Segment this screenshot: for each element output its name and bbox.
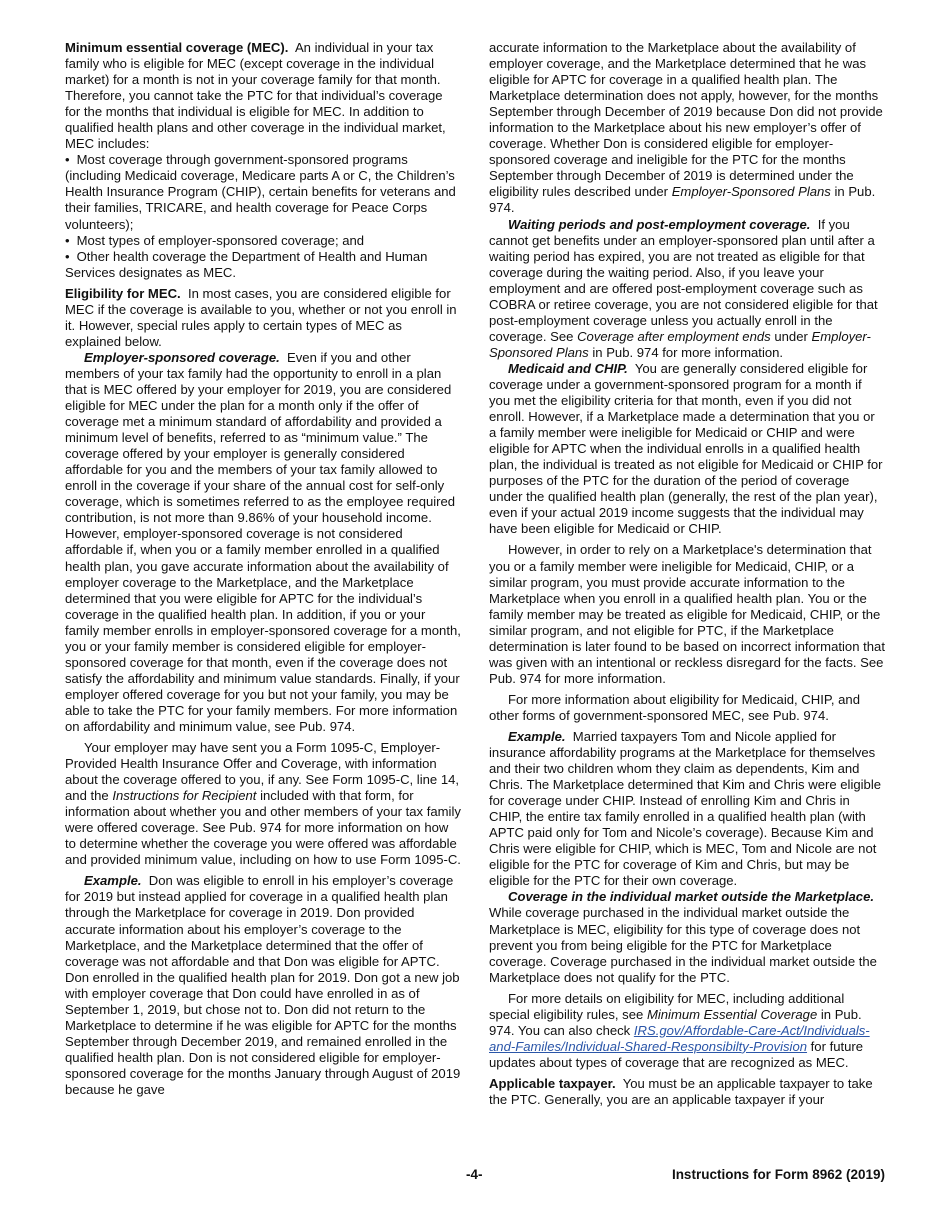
bullet-item: • Most coverage through government-sponsored programs (including Medicaid coverage, Medicare parts A or C, the Children’s Health Insurance Program (CHIP), certain benefits for veterans and their families, TRICARE, and health coverage for Peace Corps volunteers); (65, 152, 461, 232)
page-number: -4- (466, 1167, 483, 1182)
continued-example-text: accurate information to the Marketplace about the availability of employer coverage, and the Marketplace determined that he was eligible for APTC for coverage in a qualified health plan. The Marketplace determination does not apply, however, for the months September through December of 2019 because Don did not provide information to the Marketplace about his new employer’s offer of coverage. Whether Don is considered eligible for employer-sponsored coverage and ineligible for the PTC for the months September through December of 2019 is determined under the eligibility rules described under (489, 40, 883, 200)
form-1095c-text: included with that form, for information about whether you and other members of your tax family were offered coverage. See Pub. 974 for more information on how to determine whether the coverage you were offered was affordable and provided minimum value, including on how to use Form 1095-C. (65, 788, 461, 868)
mec-details-reference: Minimum Essential Coverage (646, 1006, 818, 1022)
eligibility-heading: Eligibility for MEC. (65, 285, 181, 301)
applicable-taxpayer-body: You must be an applicable taxpayer to take the PTC. Generally, you are an applicable taxpayer if your (489, 1075, 873, 1107)
bullet-item: • Other health coverage the Department of Health and Human Services designates as MEC. (65, 249, 461, 281)
eligibility-body: In most cases, you are considered eligible for MEC if the coverage is available to you, whether or not you enroll in it. However, special rules apply to certain types of MEC as explained below. (65, 285, 457, 349)
example-2-body: Married taxpayers Tom and Nicole applied for insurance affordability programs at the Marketplace for themselves and their two children whom they claim as dependents, Kim and Chris. The Marketplace determined that Kim and Chris were eligible for coverage under CHIP. Instead of enrolling Kim and Chris in CHIP, the entire tax family enrolled in a qualified health plan (with APTC paid only for Tom and Nicole’s coverage). Because Kim and Chris were eligible for CHIP, which is MEC, Tom and Nicole are not eligible for the PTC for coverage of Kim and Chris, but may be eligible for the PTC for their own coverage. (489, 728, 882, 889)
waiting-period-paragraph (489, 217, 885, 361)
form-1095c-paragraph (65, 740, 461, 868)
form-1095c-text: Your employer may have sent you a Form 1095-C, Employer-Provided Health Insurance Offer and Coverage, with information about the coverage offered to you, if any. See Form 1095-C, line 14, and the (65, 740, 460, 804)
eligibility-paragraph (65, 286, 461, 350)
waiting-period-heading: Waiting periods and post-employment coverage. (508, 216, 811, 232)
marketplace-determination-paragraph: However, in order to rely on a Marketplace's determination that you or a family member were ineligible for Medicaid, CHIP, or a similar program, you must provide accurate information to the Marketplace when you enroll in a qualified health plan. You or the family member may be treated as eligible for Medicaid, CHIP, or the similar program, and not eligible for PTC, if the Marketplace determination is later found to be based on incorrect information that was given with an intentional or reckless disregard for the facts. See Pub. 974 for more information. (489, 542, 885, 686)
medicaid-chip-paragraph (489, 361, 885, 538)
individual-market-body: While coverage purchased in the individual market outside the Marketplace is MEC, eligibility for this type of coverage does not prevent you from being eligible for the PTC for Marketplace coverage. Coverage purchased in the individual market outside the Marketplace does not qualify for the PTC. (489, 905, 877, 985)
continued-example-text: in Pub. 974. (489, 184, 876, 216)
medicaid-chip-heading: Medicaid and CHIP. (508, 360, 628, 376)
mec-details-text: for future updates about types of coverage that are recognized as MEC. (489, 1038, 864, 1070)
waiting-period-reference: Employer-Sponsored Plans (489, 328, 871, 360)
employer-coverage-paragraph (65, 350, 461, 735)
irs-aca-link[interactable]: IRS.gov/Affordable-Care-Act/Individuals-and-Familes/Individual-Shared-Responsibilty-Provision (489, 1022, 870, 1054)
mec-details-text: in Pub. 974. You can also check (489, 1006, 862, 1038)
individual-market-heading: Coverage in the individual market outside the Marketplace. (508, 889, 874, 905)
left-column (65, 40, 461, 1098)
mec-body: An individual in your tax family who is eligible for MEC (except coverage in the individual market) for a month is not in your coverage family for that month. Therefore, you cannot take the PTC for that individual’s coverage for the months that individual is eligible for MEC. In addition to qualified health plans and other coverage in the individual market, MEC includes: (65, 40, 446, 152)
waiting-period-text: under (774, 328, 808, 344)
right-column (489, 40, 885, 1108)
mec-paragraph (65, 40, 461, 152)
example-2-paragraph (489, 729, 885, 889)
example-paragraph (65, 873, 461, 1098)
mec-heading: Minimum essential coverage (MEC). (65, 40, 289, 55)
example-2-heading: Example. (508, 728, 566, 744)
employer-coverage-body: Even if you and other members of your tax family had the opportunity to enroll in a plan that is MEC offered by your employer for 2019, you are considered eligible for MEC under the plan for a month only if the offer of coverage met a minimum standard of affordability and provided a minimum level of benefits, referred to as “minimum value.” The coverage offered by your employer is generally considered affordable for you and the members of your tax family allowed to enroll in the coverage if your share of the annual cost for self-only coverage, which is sometimes referred to as the employee required contribution, is not more than 9.86% of your household income. However, employer-sponsored coverage is not considered affordable if, when you or a family member enrolled in a qualified health plan, you gave accurate information about the availability of employer coverage to the Marketplace, and the Marketplace determined that you were eligible for APTC for the individual’s coverage in the qualified health plan. In addition, if you or your family member enrolls in employer-sponsored coverage for a month, you or your family member is considered eligible for employer-sponsored coverage for that month, even if the coverage does not satisfy the affordability and minimum value standards. Finally, if your employer offered coverage for you but not your family, you may be able to take the PTC for your family members. For more information on affordability and minimum value, see Pub. 974. (65, 349, 461, 734)
waiting-period-text: in Pub. 974 for more information. (592, 344, 784, 360)
applicable-taxpayer-paragraph (489, 1076, 885, 1108)
waiting-period-reference: Coverage after employment ends (577, 328, 771, 344)
bullet-item: • Most types of employer-sponsored coverage; and (65, 233, 461, 249)
individual-market-paragraph (489, 889, 885, 985)
applicable-taxpayer-heading: Applicable taxpayer. (489, 1075, 616, 1091)
example-body: Don was eligible to enroll in his employer’s coverage for 2019 but instead applied for coverage in a qualified health plan through the Marketplace for coverage in 2019. Don provided accurate information about his employer’s coverage to the Marketplace, and the Marketplace determined that the offer of coverage was not affordable and that Don was eligible for APTC. Don enrolled in the qualified health plan for 2019. Don got a new job with employer coverage that Don could have enrolled in as of September 1, 2019, but chose not to. Don did not return to the Marketplace to determine if he was eligible for APTC for the months September through December 2019, and remained enrolled in the qualified health plan. Don is not considered eligible for employer-sponsored coverage for the months January through August of 2019 because he gave (65, 873, 461, 1097)
mec-details-text: For more details on eligibility for MEC, including additional special eligibility rules, see (489, 990, 845, 1022)
employer-coverage-heading: Employer-sponsored coverage. (84, 349, 280, 365)
form-title: Instructions for Form 8962 (2019) (671, 1167, 885, 1182)
waiting-period-body: If you cannot get benefits under an employer-sponsored plan until after a waiting period has expired, you are not treated as eligible for that coverage during the waiting period. Also, if you leave your employment and are offered post-employment coverage such as COBRA or retiree coverage, you are not considered eligible for that post-employment coverage unless you actually enroll in the coverage. See (489, 216, 878, 344)
form-1095c-reference: Instructions for Recipient (112, 788, 257, 804)
more-info-paragraph: For more information about eligibility for Medicaid, CHIP, and other forms of government-sponsored MEC, see Pub. 974. (489, 691, 860, 723)
medicaid-chip-body: You are generally considered eligible for coverage under a government-sponsored program for a month if you met the eligibility criteria for that month, even if you did not enroll. However, if a Marketplace made a determination that you or a family member were ineligible for Medicaid or CHIP and were eligible for APTC when the individual enrolls in a qualified health plan, the individual is treated as not eligible for Medicaid or CHIP for purposes of the PTC for the duration of the period of coverage under the qualified health plan (generally, the rest of the plan year), even if your actual 2019 income suggests that the individual may have been eligible for Medicaid or CHIP. (489, 360, 883, 537)
example-heading: Example. (84, 873, 142, 889)
continued-example-reference: Employer-Sponsored Plans (671, 184, 831, 200)
mec-details-paragraph (489, 991, 885, 1071)
continued-example-paragraph (489, 40, 885, 217)
